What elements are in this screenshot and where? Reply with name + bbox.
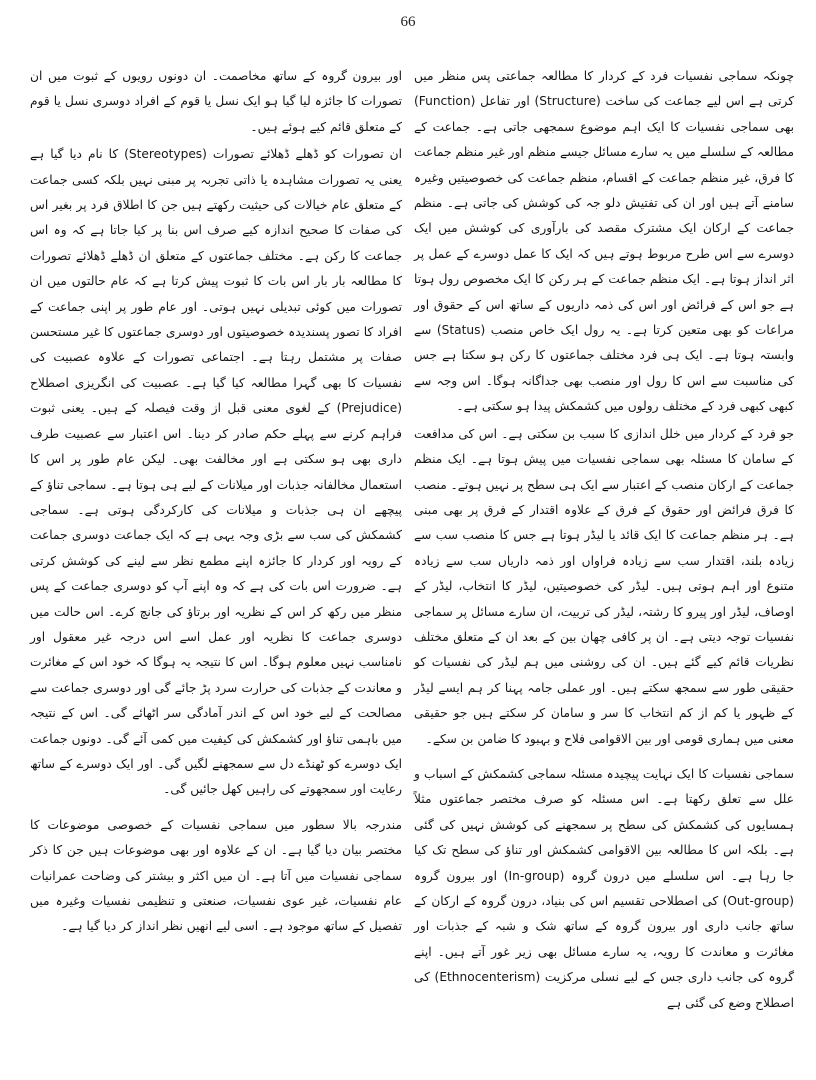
right-text-column: [414, 64, 794, 1018]
paragraph: جو فرد کے کردار میں خلل اندازی کا سبب بن سکتی ہے۔ اس کی مدافعت کے سامان کا مسئلہ بھی سماجی نفسیات میں پیش ہوتا ہے۔ ایک منظم جماعت کے ارکان منصب کے اعتبار سے ایک ہی سطح پر نہیں ہوتے۔ منصب کا فرق فرائض اور حقوق کے فرق کے علاوہ اقتدار کے فرق پر بھی مبنی ہے۔ ہر منظم جماعت کا ایک قائد یا لیڈر ہوتا ہے جس کا منصب سب سے زیادہ بلند، اقتدار سب سے زیادہ فراواں اور ذمہ داریاں سب سے زیادہ متنوع اور اہم ہوتی ہیں۔ لیڈر کی خصوصیتیں، لیڈر کا انتخاب، لیڈر کے اوصاف، لیڈر اور پیرو کا رشتہ، لیڈر کی تربیت، ان سارے مسائل پر سماجی نفسیات توجہ دیتی ہے۔ ان پر کافی چھان بین کے بعد ان کے متعلق مختلف نظریات قائم کیے گئے ہیں۔ ان کی روشنی میں ہم لیڈر کی نفسیات کو حقیقی طور سے سمجھ سکتے ہیں۔ اور عملی جامہ پہنا کر ہم ایسے لیڈر کے ظہور یا کم از کم انتخاب کا سر و سامان کر سکتے ہیں جو حقیقی معنی میں ہماری قومی اور بین الاقوامی فلاح و بہبود کا ضامن بن سکے۔: [414, 426, 794, 746]
page-number: 66: [400, 14, 416, 30]
paragraph: ان تصورات کو ڈھلے ڈھلائے تصورات (Stereotypes) کا نام دیا گیا ہے یعنی یہ تصورات مشاہدہ یا ذاتی تجربہ پر مبنی نہیں بلکہ کسی جماعت کے متعلق عام خیالات کی حیثیت رکھتے ہیں جن کا اطلاق فرد پر بغیر اس کی صفات کا صحیح اندازہ کیے صرف اس بنا پر کیا جاتا ہے کہ وہ اس جماعت کا رکن ہے۔ مختلف جماعتوں کے متعلق ان ڈھلے ڈھلائے تصورات کا مطالعہ بار بار اس بات کا ثبوت پیش کرتا ہے کہ عام حالتوں میں ان تصورات میں کوئی تبدیلی نہیں ہوتی۔ اور عام طور پر اپنی جماعت کے افراد کا تصور پسندیدہ خصوصیتوں اور دوسری جماعتوں کا غیر مستحسن صفات پر مشتمل رہتا ہے۔ اجتماعی تصورات کے علاوہ عصبیت کی نفسیات کا بھی گہرا مطالعہ کیا گیا ہے۔ عصبیت کی انگریزی اصطلاح (Prejudice) کے لغوی معنی قبل از وقت فیصلہ کے ہیں۔ یعنی ثبوت فراہم کرنے سے پہلے حکم صادر کر دینا۔ اس اعتبار سے عصبیت طرف داری بھی ہو سکتی ہے اور مخالفت بھی۔ لیکن عام طور پر اس کا استعمال مخالفانہ جذبات اور میلانات کے لیے ہی ہوتا ہے۔ سماجی تناؤ کے پیچھے ان ہی جذبات و میلانات کی کارکردگی ہوتی ہے۔ سماجی کشمکش کی سب سے بڑی وجہ یہی ہے کہ ایک جماعت دوسری جماعت کے رویہ اور کردار کا جائزہ اپنے مطمع نظر سے لینے کی کوشش کرتی ہے۔ ضرورت اس بات کی ہے کہ وہ اپنے آپ کو دوسری جماعت کے پس منظر میں رکھ کر اس کے نظریہ اور برتاؤ کی جانچ کرے۔ اس حالت میں دوسری جماعت کا نظریہ اور عمل اسے اس درجہ غیر معقول اور نامناسب نہیں معلوم ہوگا۔ اس کا نتیجہ یہ ہوگا کہ خود اس کے مغائرت و معاندت کے جذبات کی حرارت سرد پڑ جائے گی اور دوسری جماعت سے مصالحت کے لیے خود اس کے اندر آمادگی سر اٹھائے گی۔ اس کے نتیجہ میں باہمی تناؤ اور کشمکش کی کیفیت میں کمی آئے گی۔ دونوں جماعت ایک دوسرے کو ٹھنڈے دل سے سمجھنے لگیں گی۔ اور ایک دوسرے کے ساتھ رعایت اور سمجھوتے کی راہیں کھل جائیں گی۔: [30, 147, 402, 797]
paragraph: سماجی نفسیات کا ایک نہایت پیچیدہ مسئلہ سماجی کشمکش کے اسباب و علل سے تعلق رکھتا ہے۔ اس مسئلہ کو صرف مختصر جماعتوں مثلاً ہمسایوں کی کشمکش کی سطح پر سمجھنے کی کوشش نہیں کی گئی ہے۔ بلکہ اس کا مطالعہ بین الاقوامی کشمکش اور تناؤ کی سطح تک کیا جا رہا ہے۔ اس سلسلے میں درون گروہ (In-group) اور بیرون گروہ (Out-group) کی اصطلاحی تقسیم اس کی بنیاد، درون گروہ کے ارکان کے ساتھ جانب داری اور بیرون گروہ کے ساتھ شک و شبہ کے جذبات اور مغائرت و معاندت کا رویہ، یہ سارے مسائل بھی زیر غور آتے ہیں۔ اپنے گروہ کی جانب داری جس کے لیے نسلی مرکزیت (Ethnocenterism) کی اصطلاح وضع کی گئی ہے: [414, 766, 795, 1010]
left-text-column: [30, 64, 402, 942]
paragraph: مندرجہ بالا سطور میں سماجی نفسیات کے خصوصی موضوعات کا مختصر بیان دیا گیا ہے۔ ان کے علاوہ اور بھی موضوعات ہیں جن کا ذکر سماجی نفسیات میں آتا ہے۔ ان میں اکثر و بیشتر کی وضاحت عمرانیات عام نفسیات، غیر عوی نفسیات، صنعتی و تنظیمی نفسیات وغیرہ میں تفصیل کے ساتھ موجود ہے۔ اسی لیے انھیں نظر انداز کر دیا گیا ہے۔: [30, 817, 402, 934]
paragraph: چونکہ سماجی نفسیات فرد کے کردار کا مطالعہ جماعتی پس منظر میں کرتی ہے اس لیے جماعت کی ساخت (Structure) اور تفاعل (Function) بھی سماجی نفسیات کا ایک اہم موضوع سمجھی جاتی ہے۔ جماعت کے مطالعہ کے سلسلے میں یہ سارے مسائل جیسے منظم اور غیر منظم جماعت کا فرق، غیر منظم جماعت کے اقسام، منظم جماعت کی خصوصیتیں وغیرہ سامنے آتے ہیں اور ان کی تفتیش دلو جہ کی کوشش کی جاتی ہے۔ منظم جماعت کے ارکان ایک مشترک مقصد کی بارآوری کی کوشش میں ایک دوسرے سے اس طرح مربوط ہوتے ہیں کہ ایک کا عمل دوسرے کے عمل پر اثر انداز ہوتا ہے۔ ایک منظم جماعت کے ہر رکن کا ایک مخصوص رول ہوتا ہے جو اس کے فرائض اور اس کی ذمہ داریوں کے ساتھ اس کے حقوق اور مراعات کو بھی متعین کرتا ہے۔ یہ رول ایک خاص منصب (Status) سے وابستہ ہوتا ہے۔ ایک ہی فرد مختلف جماعتوں کا رکن ہو سکتا ہے جس کی مناسبت سے اس کا رول اور منصب بھی جداگانہ ہوگا۔ اس وجہ سے کبھی کبھی فرد کے مختلف رولوں میں کشمکش پیدا ہو سکتی ہے۔: [414, 69, 795, 414]
paragraph: اور بیرون گروہ کے ساتھ مخاصمت۔ ان دونوں رویوں کے ثبوت میں ان تصورات کا جائزہ لیا گیا ہو ایک نسل یا قوم کے افراد دوسری نسل یا قوم کے متعلق قائم کیے ہوئے ہیں۔: [30, 69, 402, 134]
